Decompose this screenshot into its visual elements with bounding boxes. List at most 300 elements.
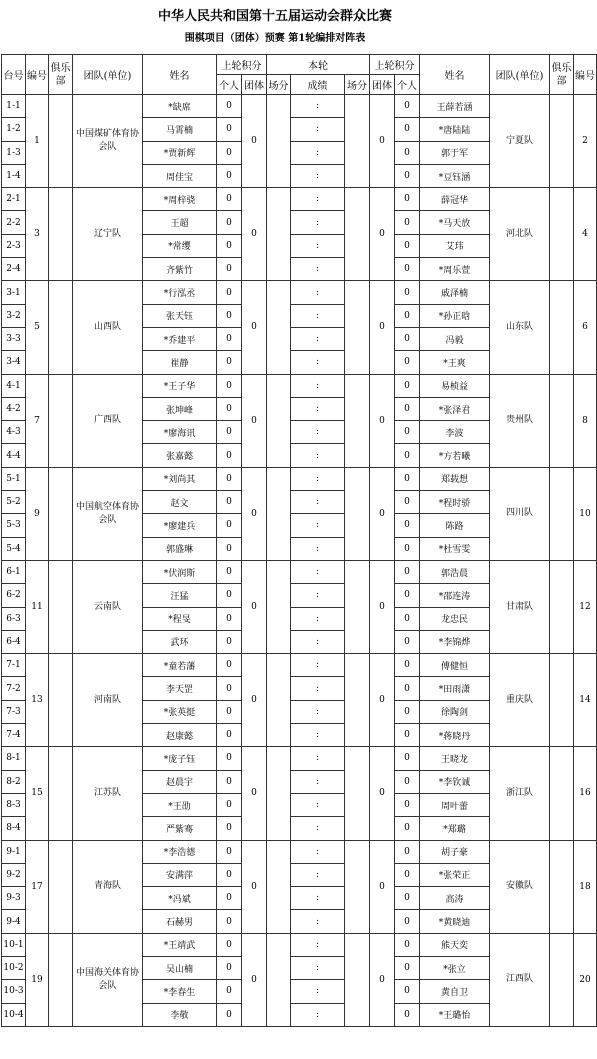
right-team-points: 0 <box>370 560 395 653</box>
left-player-name: 马霄楠 <box>143 118 217 141</box>
result-separator: : <box>291 211 345 234</box>
board-number: 6-2 <box>2 584 26 607</box>
result-separator: : <box>291 724 345 747</box>
right-player-name: 王薛若涵 <box>420 95 490 118</box>
right-individual-points: 0 <box>395 397 420 420</box>
result-separator: : <box>291 304 345 327</box>
right-player-name: *黄晓迪 <box>420 910 490 933</box>
result-separator: : <box>291 677 345 700</box>
board-number: 5-4 <box>2 537 26 560</box>
header-board: 台号 <box>2 55 26 95</box>
left-team-name: 中国煤矿体育协会队 <box>73 95 143 188</box>
right-team-points: 0 <box>370 933 395 1026</box>
left-individual-points: 0 <box>217 514 242 537</box>
board-number: 6-3 <box>2 607 26 630</box>
header-right-name: 姓名 <box>420 55 490 95</box>
left-match-points <box>267 95 291 188</box>
right-individual-points: 0 <box>395 118 420 141</box>
left-team-name: 辽宁队 <box>73 188 143 281</box>
board-number: 10-3 <box>2 980 26 1003</box>
board-number: 7-4 <box>2 724 26 747</box>
board-number: 8-3 <box>2 793 26 816</box>
left-individual-points: 0 <box>217 887 242 910</box>
left-club <box>49 840 73 933</box>
left-individual-points: 0 <box>217 584 242 607</box>
result-separator: : <box>291 397 345 420</box>
left-match-points <box>267 188 291 281</box>
header-right-prev-points: 上轮积分 <box>370 55 420 75</box>
right-player-name: *周乐萱 <box>420 258 490 281</box>
left-player-name: 吴山楠 <box>143 956 217 979</box>
right-club <box>550 188 574 281</box>
left-team-points: 0 <box>242 467 267 560</box>
right-team-number: 4 <box>574 188 597 281</box>
right-player-name: 熊天奕 <box>420 933 490 956</box>
right-team-name: 贵州队 <box>490 374 550 467</box>
left-individual-points: 0 <box>217 910 242 933</box>
left-match-points <box>267 840 291 933</box>
right-player-name: *田雨潇 <box>420 677 490 700</box>
header-left-name: 姓名 <box>143 55 217 95</box>
board-number: 3-2 <box>2 304 26 327</box>
right-individual-points: 0 <box>395 211 420 234</box>
right-player-name: *杜雪雯 <box>420 537 490 560</box>
right-team-number: 16 <box>574 747 597 840</box>
right-match-points <box>345 747 370 840</box>
left-team-number: 1 <box>26 95 49 188</box>
right-team-number: 18 <box>574 840 597 933</box>
right-individual-points: 0 <box>395 654 420 677</box>
left-individual-points: 0 <box>217 351 242 374</box>
right-individual-points: 0 <box>395 910 420 933</box>
result-separator: : <box>291 980 345 1003</box>
right-individual-points: 0 <box>395 724 420 747</box>
left-player-name: *刘尚其 <box>143 467 217 490</box>
left-individual-points: 0 <box>217 840 242 863</box>
right-match-points <box>345 188 370 281</box>
right-individual-points: 0 <box>395 304 420 327</box>
left-team-number: 7 <box>26 374 49 467</box>
right-player-name: 冯毅 <box>420 327 490 350</box>
right-individual-points: 0 <box>395 840 420 863</box>
left-player-name: *贾新辉 <box>143 141 217 164</box>
left-team-points: 0 <box>242 654 267 747</box>
left-individual-points: 0 <box>217 747 242 770</box>
right-team-name: 江西队 <box>490 933 550 1026</box>
result-separator: : <box>291 258 345 281</box>
right-individual-points: 0 <box>395 258 420 281</box>
left-team-points: 0 <box>242 933 267 1026</box>
left-team-points: 0 <box>242 840 267 933</box>
left-team-points: 0 <box>242 281 267 374</box>
left-player-name: *庞子钰 <box>143 747 217 770</box>
header-this-round: 本轮 <box>267 55 370 75</box>
left-team-points: 0 <box>242 560 267 653</box>
result-separator: : <box>291 747 345 770</box>
result-separator: : <box>291 910 345 933</box>
left-individual-points: 0 <box>217 560 242 583</box>
result-separator: : <box>291 654 345 677</box>
right-player-name: *方若曦 <box>420 444 490 467</box>
left-individual-points: 0 <box>217 700 242 723</box>
left-player-name: 郭盛琳 <box>143 537 217 560</box>
right-club <box>550 840 574 933</box>
left-player-name: 张嘉懿 <box>143 444 217 467</box>
board-number: 2-3 <box>2 234 26 257</box>
left-individual-points: 0 <box>217 793 242 816</box>
result-separator: : <box>291 537 345 560</box>
left-individual-points: 0 <box>217 164 242 187</box>
right-match-points <box>345 933 370 1026</box>
left-team-number: 9 <box>26 467 49 560</box>
left-match-points <box>267 933 291 1026</box>
left-player-name: 武环 <box>143 630 217 653</box>
right-player-name: *唐陆陆 <box>420 118 490 141</box>
right-individual-points: 0 <box>395 560 420 583</box>
left-individual-points: 0 <box>217 654 242 677</box>
left-individual-points: 0 <box>217 421 242 444</box>
table-row <box>2 560 597 583</box>
right-player-name: 徐陶剑 <box>420 700 490 723</box>
right-individual-points: 0 <box>395 863 420 886</box>
left-individual-points: 0 <box>217 258 242 281</box>
left-player-name: 崔静 <box>143 351 217 374</box>
right-match-points <box>345 95 370 188</box>
right-individual-points: 0 <box>395 770 420 793</box>
left-team-number: 11 <box>26 560 49 653</box>
right-club <box>550 933 574 1026</box>
left-team-name: 山西队 <box>73 281 143 374</box>
left-player-name: 李天罡 <box>143 677 217 700</box>
right-individual-points: 0 <box>395 141 420 164</box>
page-subtitle: 围棋项目（团体）预赛 第1轮编排对阵表 <box>184 33 366 44</box>
right-player-name: 易桢益 <box>420 374 490 397</box>
right-individual-points: 0 <box>395 351 420 374</box>
right-individual-points: 0 <box>395 444 420 467</box>
left-team-number: 15 <box>26 747 49 840</box>
left-player-name: *冯斌 <box>143 887 217 910</box>
right-club <box>550 654 574 747</box>
result-separator: : <box>291 444 345 467</box>
right-club <box>550 747 574 840</box>
left-match-points <box>267 374 291 467</box>
left-player-name: *王子华 <box>143 374 217 397</box>
left-individual-points: 0 <box>217 188 242 211</box>
right-team-name: 宁夏队 <box>490 95 550 188</box>
board-number: 2-4 <box>2 258 26 281</box>
right-player-name: *邵连涛 <box>420 584 490 607</box>
left-individual-points: 0 <box>217 281 242 304</box>
board-number: 1-3 <box>2 141 26 164</box>
left-club <box>49 467 73 560</box>
board-number: 8-1 <box>2 747 26 770</box>
result-separator: : <box>291 630 345 653</box>
left-club <box>49 933 73 1026</box>
left-individual-points: 0 <box>217 724 242 747</box>
board-number: 1-4 <box>2 164 26 187</box>
right-player-name: *程时骄 <box>420 491 490 514</box>
result-separator: : <box>291 141 345 164</box>
result-separator: : <box>291 374 345 397</box>
header-right-team-pts: 团体 <box>370 75 395 95</box>
result-separator: : <box>291 281 345 304</box>
table-row <box>2 281 597 304</box>
right-player-name: *王璐怡 <box>420 1003 490 1026</box>
left-team-number: 17 <box>26 840 49 933</box>
header-result: 成绩 <box>291 75 345 95</box>
table-row <box>2 95 597 118</box>
result-separator: : <box>291 863 345 886</box>
right-individual-points: 0 <box>395 747 420 770</box>
right-player-name: *李锦烨 <box>420 630 490 653</box>
table-row <box>2 933 597 956</box>
board-number: 1-1 <box>2 95 26 118</box>
right-player-name: 艾玮 <box>420 234 490 257</box>
board-number: 4-4 <box>2 444 26 467</box>
left-team-number: 5 <box>26 281 49 374</box>
right-individual-points: 0 <box>395 607 420 630</box>
result-separator: : <box>291 421 345 444</box>
board-number: 3-1 <box>2 281 26 304</box>
left-individual-points: 0 <box>217 118 242 141</box>
result-separator: : <box>291 607 345 630</box>
right-club <box>550 374 574 467</box>
right-individual-points: 0 <box>395 327 420 350</box>
left-individual-points: 0 <box>217 770 242 793</box>
right-player-name: *马天放 <box>420 211 490 234</box>
header-left-prev-points: 上轮积分 <box>217 55 267 75</box>
board-number: 5-3 <box>2 514 26 537</box>
board-number: 5-1 <box>2 467 26 490</box>
right-player-name: *孙正晗 <box>420 304 490 327</box>
result-separator: : <box>291 793 345 816</box>
left-team-number: 3 <box>26 188 49 281</box>
left-player-name: *廖建兵 <box>143 514 217 537</box>
header-left-match-pts: 场分 <box>267 75 291 95</box>
right-team-name: 重庆队 <box>490 654 550 747</box>
right-player-name: 王晓龙 <box>420 747 490 770</box>
result-separator: : <box>291 560 345 583</box>
right-individual-points: 0 <box>395 933 420 956</box>
right-player-name: 高涛 <box>420 887 490 910</box>
result-separator: : <box>291 188 345 211</box>
right-team-points: 0 <box>370 281 395 374</box>
right-club <box>550 281 574 374</box>
right-individual-points: 0 <box>395 491 420 514</box>
left-player-name: *王靖武 <box>143 933 217 956</box>
result-separator: : <box>291 700 345 723</box>
result-separator: : <box>291 351 345 374</box>
right-player-name: *王爽 <box>420 351 490 374</box>
left-individual-points: 0 <box>217 467 242 490</box>
right-player-name: *蒋晓丹 <box>420 724 490 747</box>
result-separator: : <box>291 118 345 141</box>
right-team-points: 0 <box>370 840 395 933</box>
right-player-name: 傅健恒 <box>420 654 490 677</box>
left-player-name: 严紫骞 <box>143 817 217 840</box>
right-individual-points: 0 <box>395 980 420 1003</box>
result-separator: : <box>291 327 345 350</box>
right-player-name: *张泽君 <box>420 397 490 420</box>
right-team-name: 四川队 <box>490 467 550 560</box>
left-individual-points: 0 <box>217 1003 242 1026</box>
left-player-name: *乔建平 <box>143 327 217 350</box>
right-team-number: 20 <box>574 933 597 1026</box>
right-player-name: 戚泽楠 <box>420 281 490 304</box>
board-number: 3-4 <box>2 351 26 374</box>
result-separator: : <box>291 95 345 118</box>
board-number: 4-1 <box>2 374 26 397</box>
left-player-name: 王超 <box>143 211 217 234</box>
result-separator: : <box>291 956 345 979</box>
left-player-name: *周梓骁 <box>143 188 217 211</box>
right-match-points <box>345 281 370 374</box>
board-number: 8-2 <box>2 770 26 793</box>
right-player-name: *张立 <box>420 956 490 979</box>
right-team-number: 6 <box>574 281 597 374</box>
right-player-name: 薛冠华 <box>420 188 490 211</box>
right-player-name: 郭于军 <box>420 141 490 164</box>
left-team-name: 中国海关体育协会队 <box>73 933 143 1026</box>
right-player-name: 龙忠民 <box>420 607 490 630</box>
right-team-number: 14 <box>574 654 597 747</box>
left-match-points <box>267 747 291 840</box>
left-individual-points: 0 <box>217 327 242 350</box>
left-individual-points: 0 <box>217 980 242 1003</box>
left-team-name: 广西队 <box>73 374 143 467</box>
board-number: 9-2 <box>2 863 26 886</box>
left-individual-points: 0 <box>217 817 242 840</box>
right-player-name: *张荣正 <box>420 863 490 886</box>
right-player-name: 陈路 <box>420 514 490 537</box>
right-team-name: 浙江队 <box>490 747 550 840</box>
right-team-points: 0 <box>370 188 395 281</box>
board-number: 6-4 <box>2 630 26 653</box>
left-team-points: 0 <box>242 95 267 188</box>
left-match-points <box>267 654 291 747</box>
left-player-name: 张天钰 <box>143 304 217 327</box>
right-individual-points: 0 <box>395 514 420 537</box>
right-club <box>550 467 574 560</box>
right-individual-points: 0 <box>395 537 420 560</box>
board-number: 9-4 <box>2 910 26 933</box>
right-team-number: 12 <box>574 560 597 653</box>
header-left-individual: 个人 <box>217 75 242 95</box>
left-player-name: *张英挺 <box>143 700 217 723</box>
right-player-name: 黄自卫 <box>420 980 490 1003</box>
board-number: 2-1 <box>2 188 26 211</box>
right-team-number: 10 <box>574 467 597 560</box>
result-separator: : <box>291 234 345 257</box>
right-team-name: 甘肃队 <box>490 560 550 653</box>
board-number: 4-3 <box>2 421 26 444</box>
right-individual-points: 0 <box>395 467 420 490</box>
left-individual-points: 0 <box>217 933 242 956</box>
table-row <box>2 840 597 863</box>
board-number: 9-1 <box>2 840 26 863</box>
left-individual-points: 0 <box>217 397 242 420</box>
header-right-club: 俱乐部 <box>550 55 574 95</box>
result-separator: : <box>291 817 345 840</box>
left-team-name: 河南队 <box>73 654 143 747</box>
right-team-points: 0 <box>370 747 395 840</box>
left-individual-points: 0 <box>217 863 242 886</box>
right-team-number: 2 <box>574 95 597 188</box>
result-separator: : <box>291 933 345 956</box>
header-left-team-pts: 团体 <box>242 75 267 95</box>
right-team-points: 0 <box>370 374 395 467</box>
header-left-team: 团队(单位) <box>73 55 143 95</box>
right-match-points <box>345 654 370 747</box>
right-team-points: 0 <box>370 95 395 188</box>
left-match-points <box>267 560 291 653</box>
left-individual-points: 0 <box>217 956 242 979</box>
left-player-name: *童若藩 <box>143 654 217 677</box>
left-individual-points: 0 <box>217 677 242 700</box>
table-row <box>2 654 597 677</box>
left-player-name: 周佳宝 <box>143 164 217 187</box>
right-individual-points: 0 <box>395 700 420 723</box>
left-player-name: 赵文 <box>143 491 217 514</box>
board-number: 10-4 <box>2 1003 26 1026</box>
board-number: 2-2 <box>2 211 26 234</box>
result-separator: : <box>291 770 345 793</box>
left-individual-points: 0 <box>217 234 242 257</box>
left-team-name: 中国航空体育协会队 <box>73 467 143 560</box>
left-player-name: *廖海讯 <box>143 421 217 444</box>
left-team-points: 0 <box>242 747 267 840</box>
header-right-match-pts: 场分 <box>345 75 370 95</box>
left-player-name: 赵康懿 <box>143 724 217 747</box>
page-title: 中华人民共和国第十五届运动会群众比赛 <box>157 9 392 24</box>
right-match-points <box>345 840 370 933</box>
board-number: 8-4 <box>2 817 26 840</box>
right-individual-points: 0 <box>395 887 420 910</box>
right-individual-points: 0 <box>395 956 420 979</box>
left-club <box>49 374 73 467</box>
right-team-points: 0 <box>370 467 395 560</box>
result-separator: : <box>291 164 345 187</box>
right-player-name: 李波 <box>420 421 490 444</box>
left-team-points: 0 <box>242 374 267 467</box>
board-number: 7-3 <box>2 700 26 723</box>
left-club <box>49 281 73 374</box>
left-individual-points: 0 <box>217 630 242 653</box>
left-player-name: *李春生 <box>143 980 217 1003</box>
left-player-name: 安满萍 <box>143 863 217 886</box>
board-number: 10-1 <box>2 933 26 956</box>
table-row <box>2 374 597 397</box>
left-individual-points: 0 <box>217 537 242 560</box>
right-match-points <box>345 374 370 467</box>
left-club <box>49 560 73 653</box>
left-team-points: 0 <box>242 188 267 281</box>
left-player-name: 齐紫竹 <box>143 258 217 281</box>
right-individual-points: 0 <box>395 95 420 118</box>
board-number: 10-2 <box>2 956 26 979</box>
left-player-name: *王劭 <box>143 793 217 816</box>
board-number: 9-3 <box>2 887 26 910</box>
pairing-table <box>1 54 597 1027</box>
right-player-name: *李钦诚 <box>420 770 490 793</box>
left-individual-points: 0 <box>217 304 242 327</box>
left-individual-points: 0 <box>217 211 242 234</box>
left-player-name: *李浩德 <box>143 840 217 863</box>
right-match-points <box>345 560 370 653</box>
right-individual-points: 0 <box>395 793 420 816</box>
left-team-name: 云南队 <box>73 560 143 653</box>
left-club <box>49 188 73 281</box>
